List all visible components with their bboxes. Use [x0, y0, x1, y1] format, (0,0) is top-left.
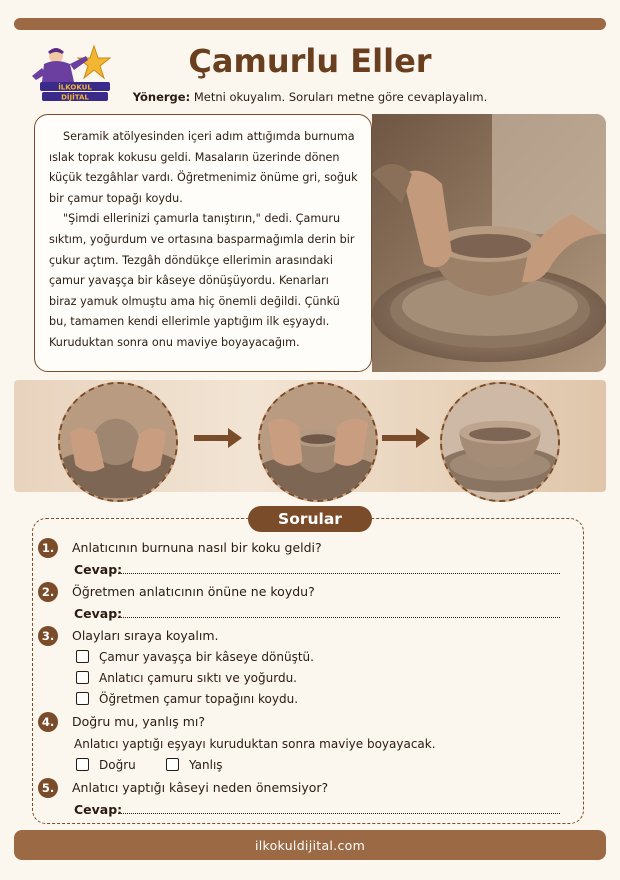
- arrow-right-icon: [192, 428, 244, 448]
- footer-bar: [14, 830, 606, 860]
- question-number: 2.: [38, 582, 58, 602]
- step-shaping-photo: [258, 382, 378, 502]
- footer-site[interactable]: ilkokuldijital.com: [254, 837, 366, 853]
- answer-line-1[interactable]: [118, 562, 560, 574]
- order-option-3[interactable]: Öğretmen çamur topağını koydu.: [76, 692, 298, 706]
- answer-label-1: Cevap:: [74, 562, 123, 577]
- questions-header: Sorular: [248, 506, 372, 532]
- tf-false-option[interactable]: Yanlış: [166, 758, 223, 772]
- instruction: [0, 90, 620, 104]
- question-text: Öğretmen anlatıcının önüne ne koydu?: [72, 584, 315, 599]
- answer-label-2: Cevap:: [74, 606, 123, 621]
- question-number: 4.: [38, 712, 58, 732]
- order-option-1[interactable]: Çamur yavaşça bir kâseye dönüştü.: [76, 650, 314, 664]
- checkbox[interactable]: [166, 758, 179, 771]
- story-box: [34, 114, 372, 372]
- checkbox[interactable]: [76, 650, 89, 663]
- answer-line-5[interactable]: [118, 802, 560, 814]
- pottery-wheel-photo: [372, 114, 606, 372]
- tf-statement: Anlatıcı yaptığı eşyayı kuruduktan sonra maviye boyayacak.: [74, 737, 436, 751]
- logo-text-top: İLKOKUL: [58, 83, 92, 92]
- answer-line-2[interactable]: [118, 606, 560, 618]
- checkbox[interactable]: [76, 671, 89, 684]
- story-paragraph-2: "Şimdi ellerinizi çamurla tanıştırın," dedi. Çamuru sıktım, yoğurdum ve ortasına basparmağımla derin bir çukur açtım. Tezgâh döndükçe ellerimin arasındaki çamur yavaşça bir kâseye dönüşüyordu. Kenarları biraz yamuk olmuştu ama hiç önemli değildi. Çünkü bu, tamamen kendi ellerimle yaptığım ilk eşyaydı. Kuruduktan sonra onu maviye boyayacağım.: [49, 212, 355, 349]
- question-text: Olayları sıraya koyalım.: [72, 628, 219, 643]
- checkbox[interactable]: [76, 692, 89, 705]
- instruction-label: Yönerge:: [132, 90, 191, 104]
- tf-true-option[interactable]: Doğru: [76, 758, 136, 772]
- checkbox[interactable]: [76, 758, 89, 771]
- order-option-2[interactable]: Anlatıcı çamuru sıktı ve yoğurdu.: [76, 671, 297, 685]
- top-bar: [14, 18, 606, 30]
- question-text: Anlatıcı yaptığı kâseyi neden önemsiyor?: [72, 780, 329, 795]
- question-text: Doğru mu, yanlış mı?: [72, 714, 205, 729]
- answer-label-5: Cevap:: [74, 802, 123, 817]
- step-clay-ball-photo: [58, 382, 178, 502]
- question-text: Anlatıcının burnuna nasıl bir koku geldi?: [72, 540, 322, 555]
- page-title: Çamurlu Eller: [188, 42, 432, 80]
- instruction-text: Metni okuyalım. Soruları metne göre cevaplayalım.: [190, 90, 488, 104]
- step-finished-bowl-photo: [440, 382, 560, 502]
- question-number: 5.: [38, 778, 58, 798]
- story-paragraph-1: Seramik atölyesinden içeri adım attığımda burnuma ıslak toprak kokusu geldi. Masaların üzerinde dönen küçük tezgâhlar vardı. Öğretmenimiz önüme gri, soğuk bir çamur topağı koydu.: [49, 130, 358, 205]
- logo-text-bottom: DİJİTAL: [61, 93, 89, 102]
- question-number: 1.: [38, 538, 58, 558]
- arrow-right-icon-2: [380, 428, 432, 448]
- question-number: 3.: [38, 626, 58, 646]
